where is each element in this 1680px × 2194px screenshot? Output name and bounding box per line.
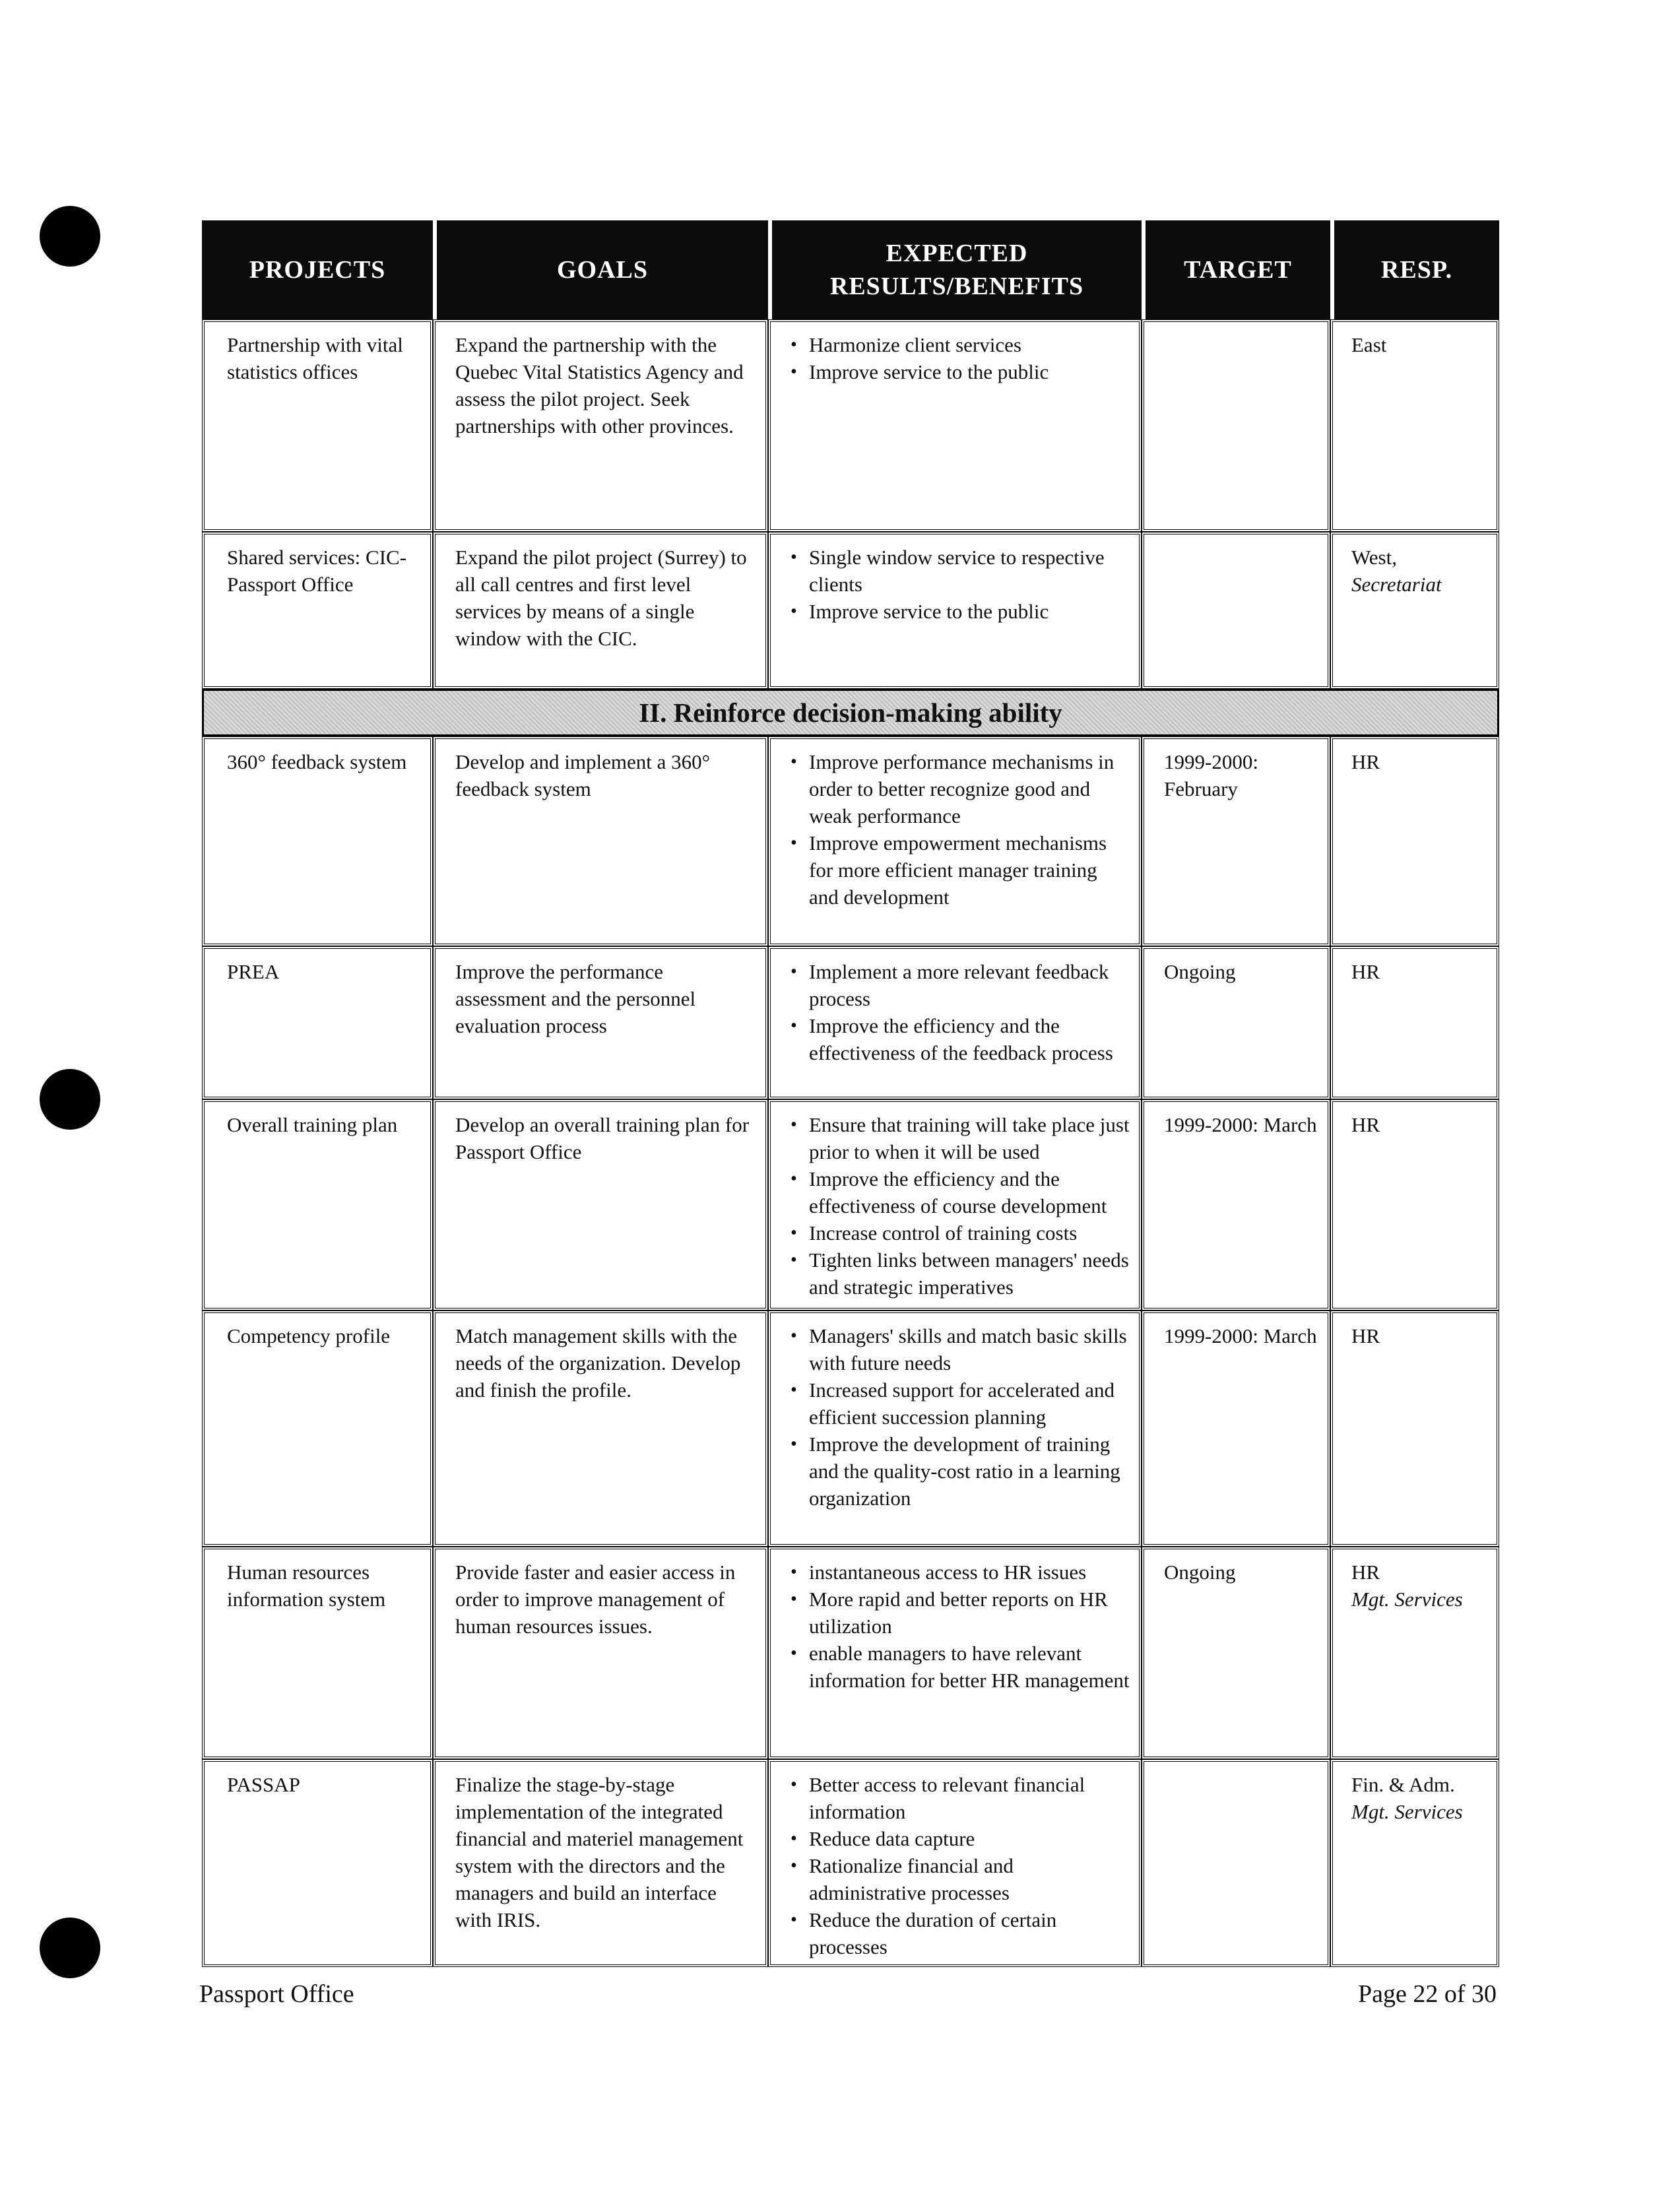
resp-secondary: Mgt. Services [1351,1588,1463,1611]
results-cell [768,1759,1142,1967]
results-cell [768,736,1142,946]
punch-hole [40,1918,100,1978]
result-item: • Implement a more relevant feedback process [791,958,1131,1012]
result-item: • Improve service to the public [791,358,1131,385]
result-item: • Increased support for accelerated and efficient succession planning [791,1376,1131,1431]
project-cell: Partnership with vital statistics offices [202,319,433,532]
result-item: • enable managers to have relevant information for better HR management [791,1640,1131,1694]
table-row [202,532,1499,689]
results-list [791,1559,1131,1694]
section-row [202,689,1499,736]
result-item: • Rationalize financial and administrative processes [791,1852,1131,1906]
target-cell: 1999-2000: March [1142,1099,1330,1310]
project-cell: Shared services: CIC-Passport Office [202,532,433,689]
goals-cell: Develop an overall training plan for Passport Office [433,1099,768,1310]
result-item: • Better access to relevant financial information [791,1771,1131,1825]
header-target: TARGET [1142,220,1330,319]
resp-primary: HR [1351,1324,1380,1347]
table-row [202,1310,1499,1547]
results-cell [768,1310,1142,1547]
resp-cell [1330,319,1499,532]
result-item: • Improve the efficiency and the effectiveness of course development [791,1165,1131,1219]
resp-primary: HR [1351,960,1380,983]
result-item: • Ensure that training will take place just prior to when it will be used [791,1111,1131,1165]
project-cell: PASSAP [202,1759,433,1967]
section-title: II. Reinforce decision-making ability [202,689,1499,736]
table-body [202,319,1499,1967]
table-row [202,1759,1499,1967]
header-goals: GOALS [433,220,768,319]
goals-cell: Provide faster and easier access in order to improve management of human resources issues. [433,1547,768,1759]
resp-cell [1330,1310,1499,1547]
resp-secondary: Secretariat [1351,573,1442,596]
resp-primary: HR [1351,750,1380,773]
header-expected-results [768,220,1142,319]
resp-primary: Fin. & Adm. [1351,1773,1455,1796]
results-list [791,1322,1131,1512]
goals-cell: Expand the partnership with the Quebec Vital Statistics Agency and assess the pilot project. Seek partnerships with other provinces. [433,319,768,532]
target-cell: 1999-2000: March [1142,1310,1330,1547]
result-item: • Improve service to the public [791,598,1131,625]
results-list [791,1771,1131,1960]
table-row [202,736,1499,946]
resp-cell [1330,946,1499,1099]
results-list [791,748,1131,911]
resp-cell [1330,1547,1499,1759]
resp-cell [1330,736,1499,946]
footer-page-number: Page 22 of 30 [1357,1980,1497,2008]
table-row [202,946,1499,1099]
result-item: • Improve empowerment mechanisms for more efficient manager training and development [791,829,1131,911]
result-item: • Improve the efficiency and the effectiveness of the feedback process [791,1012,1131,1066]
project-cell: PREA [202,946,433,1099]
result-item: • More rapid and better reports on HR utilization [791,1586,1131,1640]
results-list [791,331,1131,385]
result-item: • Reduce the duration of certain processes [791,1906,1131,1960]
footer-organization: Passport Office [199,1980,354,2008]
project-cell: Competency profile [202,1310,433,1547]
goals-cell: Improve the performance assessment and the personnel evaluation process [433,946,768,1099]
results-cell [768,532,1142,689]
result-item: • instantaneous access to HR issues [791,1559,1131,1586]
result-item: • Improve the development of training and the quality-cost ratio in a learning organization [791,1431,1131,1512]
resp-primary: HR [1351,1561,1380,1584]
results-cell [768,946,1142,1099]
project-cell: 360° feedback system [202,736,433,946]
result-item: • Managers' skills and match basic skills with future needs [791,1322,1131,1376]
project-cell: Overall training plan [202,1099,433,1310]
resp-primary: East [1351,333,1387,356]
results-cell [768,1547,1142,1759]
target-cell [1142,319,1330,532]
resp-primary: HR [1351,1113,1380,1136]
header-projects: PROJECTS [202,220,433,319]
table-row [202,1547,1499,1759]
goals-cell: Expand the pilot project (Surrey) to all call centres and first level services by means of a single window with the CIC. [433,532,768,689]
results-cell [768,1099,1142,1310]
header-expected-line-1: EXPECTED [886,240,1028,267]
target-cell [1142,1759,1330,1967]
header-resp: RESP. [1330,220,1499,319]
resp-cell [1330,1759,1499,1967]
result-item: • Single window service to respective clients [791,544,1131,598]
project-cell: Human resources information system [202,1547,433,1759]
results-list [791,958,1131,1066]
table-row [202,1099,1499,1310]
header-expected-line-2: RESULTS/BENEFITS [829,273,1084,300]
resp-cell [1330,1099,1499,1310]
projects-table-container [202,220,1499,1967]
goals-cell: Develop and implement a 360° feedback system [433,736,768,946]
punch-hole [40,1069,100,1130]
target-cell: Ongoing [1142,946,1330,1099]
goals-cell: Finalize the stage-by-stage implementation of the integrated financial and materiel management system with the directors and the managers and build an interface with IRIS. [433,1759,768,1967]
result-item: • Increase control of training costs [791,1219,1131,1246]
table-row [202,319,1499,532]
result-item: • Reduce data capture [791,1825,1131,1852]
resp-primary: West, [1351,546,1397,569]
punch-hole [40,206,100,267]
result-item: • Harmonize client services [791,331,1131,358]
projects-table [202,220,1499,1967]
results-cell [768,319,1142,532]
results-list [791,1111,1131,1301]
result-item: • Tighten links between managers' needs and strategic imperatives [791,1246,1131,1301]
resp-cell [1330,532,1499,689]
goals-cell: Match management skills with the needs of the organization. Develop and finish the profile. [433,1310,768,1547]
target-cell [1142,532,1330,689]
target-cell: 1999-2000: February [1142,736,1330,946]
resp-secondary: Mgt. Services [1351,1800,1463,1823]
table-header-row [202,220,1499,319]
results-list [791,544,1131,625]
result-item: • Improve performance mechanisms in order to better recognize good and weak performance [791,748,1131,829]
target-cell: Ongoing [1142,1547,1330,1759]
